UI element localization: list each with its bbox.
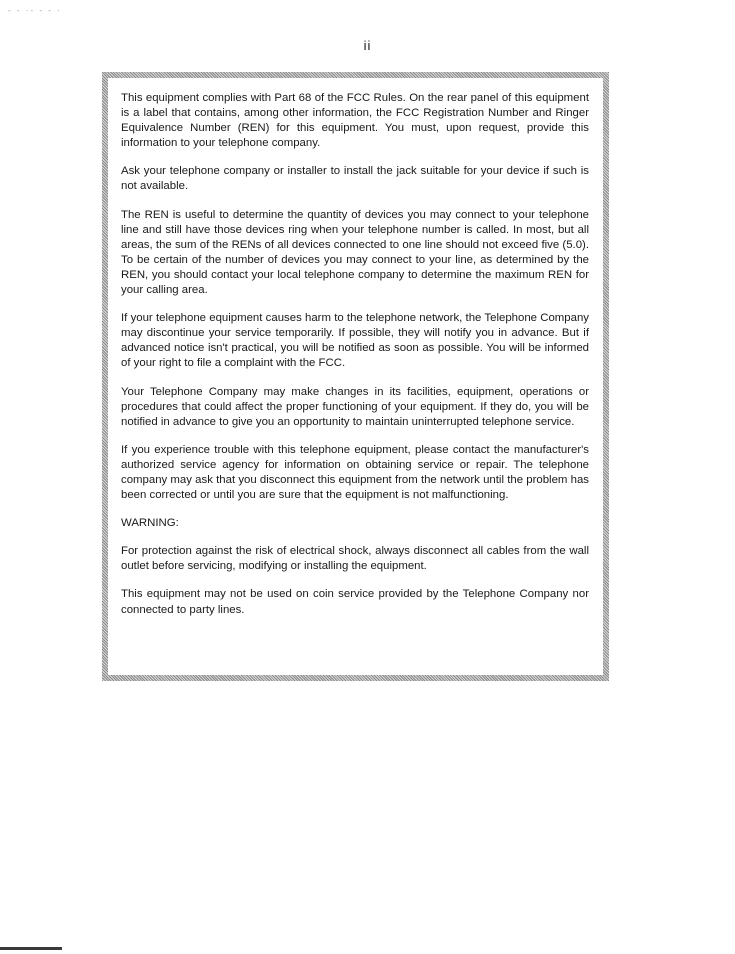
page-number: ii [363, 38, 372, 53]
scan-artifact-bottom [0, 947, 62, 950]
paragraph-fcc-compliance: This equipment complies with Part 68 of the FCC Rules. On the rear panel of this equipment is a label that contains, among other information, the FCC Registration Number and Ringer Equivalence Number (REN) for this equipment. You must, upon request, provide this information to your telephone company. [121, 92, 589, 150]
paragraph-trouble: If you experience trouble with this telephone equipment, please contact the manufacturer's authorized service agency for information on obtaining service or repair. The telephone company may ask that you disconnect this equipment from the network until the problem has been corrected or until you are sure that the equipment is not malfunctioning. [121, 443, 589, 502]
paragraph-ren: The REN is useful to determine the quantity of devices you may connect to your telephone line and still have those devices ring when your telephone number is called. In most, but all areas, the sum of the RENs of all devices connected to one line should not exceed five (5.0). To be certain of the number of devices you may connect to your line, as determined by the REN, you should contact your local telephone company to determine the maximum REN for your calling area. [121, 208, 589, 297]
paragraph-jack-install: Ask your telephone company or installer to install the jack suitable for your device if such is not available. [121, 165, 589, 193]
warning-heading: WARNING: [121, 517, 179, 530]
paragraph-network-harm: If your telephone equipment causes harm to the telephone network, the Telephone Company may discontinue your service temporarily. If possible, they will notify you in advance. But if advanced notice isn't practical, you will be notified as soon as possible. You will be informed of your right to file a complaint with the FCC. [121, 312, 589, 370]
fcc-notice-content [108, 78, 603, 675]
paragraph-coin-service: This equipment may not be used on coin service provided by the Telephone Company nor connected to party lines. [121, 588, 589, 616]
fcc-notice-box [102, 72, 609, 681]
paragraph-company-changes: Your Telephone Company may make changes in its facilities, equipment, operations or procedures that could affect the proper functioning of your equipment. If they do, you will be notified in advance to give you an opportunity to maintain uninterrupted telephone service. [121, 385, 589, 428]
paragraph-shock-warning: For protection against the risk of electrical shock, always disconnect all cables from the wall outlet before servicing, modifying or installing the equipment. [121, 545, 589, 573]
scan-artifact-top: - - ·- - - · [8, 6, 62, 15]
